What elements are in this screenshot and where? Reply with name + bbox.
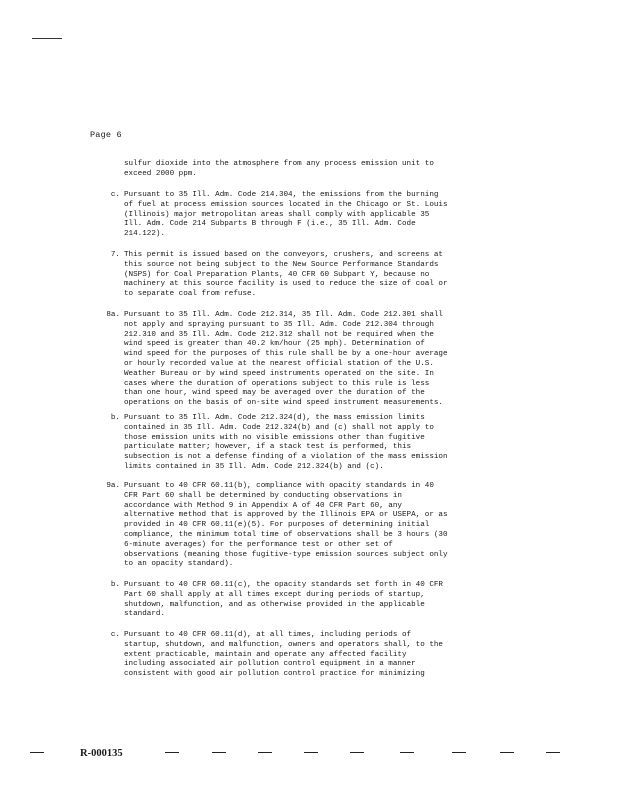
- text-line: Part 60 shall apply at all times except during periods of startup,: [124, 590, 425, 599]
- text-line: cases where the duration of operations subject to this rule is less: [124, 379, 430, 388]
- item-number: c.: [110, 631, 120, 639]
- item-text: [124, 631, 512, 680]
- text-line: Pursuant to 40 CFR 60.11(b), compliance with opacity standards in 40: [124, 482, 434, 490]
- text-line: this source not being subject to the New Source Performance Standards: [124, 260, 439, 269]
- scan-mark-top: [32, 38, 62, 39]
- text-line: CFR Part 60 shall be determined by conducting observations in: [124, 491, 402, 500]
- text-line: accordance with Method 9 in Appendix A of 40 CFR Part 60, any: [124, 501, 402, 510]
- text-line: including associated air pollution control equipment in a manner: [124, 660, 416, 669]
- item-number: c.: [110, 191, 120, 199]
- text-line: Ill. Adm. Code 214 Subparts B through F (i.e., 35 Ill. Adm. Code: [124, 220, 416, 229]
- text-line: 212.310 and 35 Ill. Adm. Code 212.312 shall not be required when the: [124, 330, 434, 339]
- text-line: subsection is not a defense finding of a violation of the mass emission: [124, 453, 448, 462]
- text-line: or hourly recorded value at the nearest official station of the U.S.: [124, 359, 434, 368]
- text-line: alternative method that is approved by the Illinois EPA or USEPA, or as: [124, 511, 448, 520]
- text-line: 6-minute averages) for the performance test or other set of: [124, 540, 393, 549]
- footer-rule: [258, 752, 272, 753]
- footer-rule: [546, 752, 560, 753]
- footer-rule: [304, 752, 318, 753]
- text-line: This permit is issued based on the conveyors, crushers, and screens at: [124, 251, 443, 259]
- footer-rule: [350, 752, 364, 753]
- item-number: b.: [110, 414, 120, 422]
- text-line: those emission units with no visible emissions other than fugitive: [124, 433, 425, 442]
- text-line: 214.122).: [124, 230, 166, 239]
- text-line: Pursuant to 35 Ill. Adm. Code 212.324(d), the mass emission limits: [124, 414, 425, 422]
- item-number: 8a.: [106, 311, 120, 319]
- item-text: [124, 311, 512, 409]
- text-line: compliance, the minimum total time of observations shall be 3 hours (30: [124, 530, 448, 539]
- text-line: sulfur dioxide into the atmosphere from any process emission unit to: [124, 160, 434, 168]
- footer-rule: [165, 752, 179, 753]
- text-line: limits contained in 35 Ill. Adm. Code 212.324(b) and (c).: [124, 462, 384, 471]
- text-line: provided in 40 CFR 60.11(e)(5). For purposes of determining initial: [124, 521, 430, 530]
- text-line: to an opacity standard).: [124, 560, 234, 569]
- text-line: Pursuant to 40 CFR 60.11(d), at all times, including periods of: [124, 631, 412, 639]
- text-line: (Illinois) major metropolitan areas shall comply with applicable 35: [124, 210, 430, 219]
- text-line: extent practicable, maintain and operate any affected facility: [124, 650, 407, 659]
- text-line: particulate matter; however, if a stack test is performed, this: [124, 443, 412, 452]
- text-line: not apply and spraying pursuant to 35 Ill. Adm. Code 212.304 through: [124, 320, 434, 329]
- text-line: exceed 2000 ppm.: [124, 169, 197, 178]
- item-text: [124, 160, 512, 180]
- text-line: consistent with good air pollution control practice for minimizing: [124, 670, 425, 679]
- text-line: than one hour, wind speed may be averaged over the duration of the: [124, 389, 425, 398]
- text-line: standard.: [124, 610, 166, 619]
- text-line: Pursuant to 35 Ill. Adm. Code 214.304, the emissions from the burning: [124, 191, 439, 199]
- text-line: shutdown, malfunction, and as otherwise provided in the applicable: [124, 600, 425, 609]
- item-text: [124, 191, 512, 240]
- item-number: b.: [110, 581, 120, 589]
- text-line: startup, shutdown, and malfunction, owners and operators shall, to the: [124, 640, 443, 649]
- text-line: to separate coal from refuse.: [124, 290, 257, 299]
- footer-rule: [452, 752, 466, 753]
- text-line: machinery at this source facility is used to reduce the size of coal or: [124, 280, 448, 289]
- bates-number: R-000135: [80, 748, 123, 759]
- item-number: 7.: [110, 251, 120, 259]
- text-line: wind speed for the purposes of this rule shall be by a one-hour average: [124, 350, 448, 359]
- text-line: (NSPS) for Coal Preparation Plants, 40 CFR 60 Subpart Y, because no: [124, 270, 430, 279]
- text-line: wind speed is greater than 40.2 km/hour (25 mph). Determination of: [124, 340, 425, 349]
- text-line: contained in 35 Ill. Adm. Code 212.324(b) and (c) shall not apply to: [124, 423, 434, 432]
- text-line: operations on the basis of on-site wind speed instrument measurements.: [124, 399, 443, 408]
- item-text: [124, 581, 512, 620]
- text-line: observations (meaning those fugitive-type emission sources subject only: [124, 550, 448, 559]
- text-line: Weather Bureau or by wind speed instruments operated on the site. In: [124, 369, 434, 378]
- text-line: Pursuant to 40 CFR 60.11(c), the opacity standards set forth in 40 CFR: [124, 581, 443, 589]
- item-text: [124, 414, 512, 473]
- text-line: Pursuant to 35 Ill. Adm. Code 212.314, 35 Ill. Adm. Code 212.301 shall: [124, 311, 443, 319]
- item-number: 9a.: [106, 482, 120, 490]
- page-number-label: Page 6: [90, 130, 122, 140]
- footer-rule: [400, 752, 414, 753]
- text-line: of fuel at process emission sources located in the Chicago or St. Louis: [124, 200, 448, 209]
- item-text: [124, 482, 512, 570]
- footer-rule: [212, 752, 226, 753]
- item-text: [124, 251, 512, 300]
- footer-rule: [30, 752, 44, 753]
- footer-rule: [500, 752, 514, 753]
